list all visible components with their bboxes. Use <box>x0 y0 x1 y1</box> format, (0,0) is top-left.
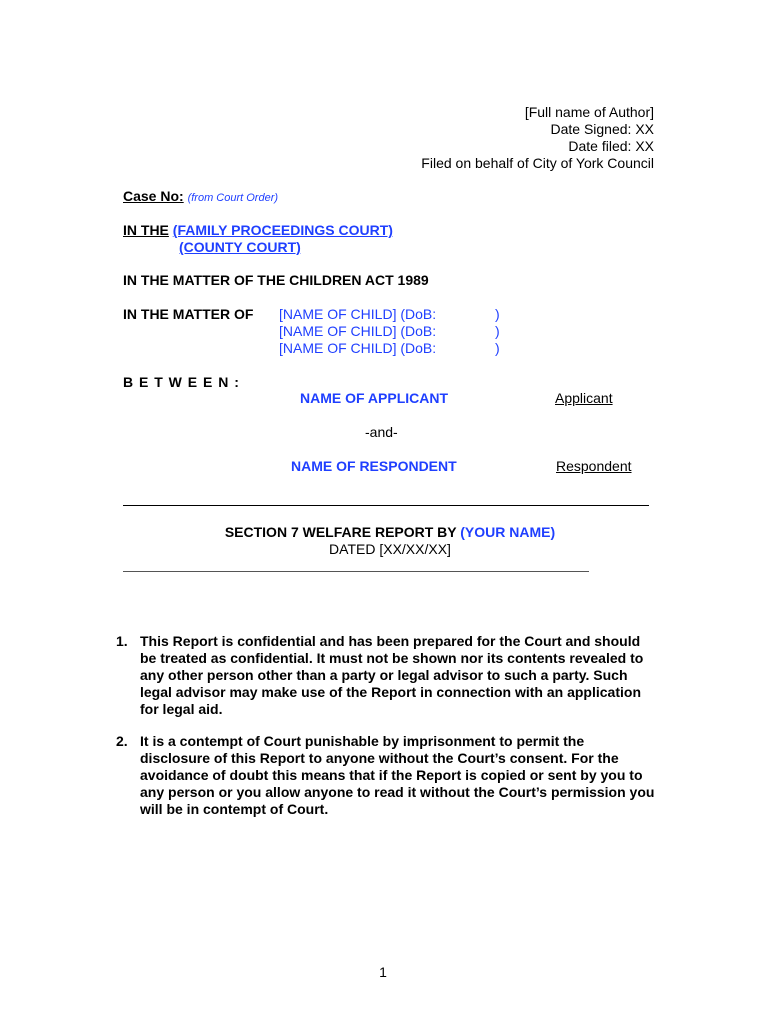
notice-list <box>116 633 656 833</box>
notice-number: 1. <box>116 633 128 649</box>
between-label: B E T W E E N : <box>123 374 240 390</box>
date-signed: Date Signed: XX <box>550 121 654 137</box>
applicant-name: NAME OF APPLICANT <box>300 390 449 406</box>
title-bottom-rule <box>123 571 589 572</box>
court-county: (COUNTY COURT) <box>179 239 301 255</box>
child-name-3: [NAME OF CHILD] (DoB: <box>279 340 437 356</box>
notice-number: 2. <box>116 733 128 749</box>
title-top-rule <box>123 505 649 506</box>
child-dob-close-1: ) <box>495 306 500 322</box>
respondent-name: NAME OF RESPONDENT <box>291 458 457 474</box>
court-line <box>123 222 393 239</box>
page-number: 1 <box>379 964 387 980</box>
filed-on-behalf: Filed on behalf of City of York Council <box>421 155 654 171</box>
matter-children-act: IN THE MATTER OF THE CHILDREN ACT 1989 <box>123 272 429 288</box>
child-name-2: [NAME OF CHILD] (DoB: <box>279 323 437 339</box>
notice-text: This Report is confidential and has been prepared for the Court and should be treated as confidential. It must not be shown nor its contents revealed to any other person other than a party or legal advisor to such a party. Such legal advisor may make use of the Report in connection with an application for legal aid. <box>140 633 644 717</box>
respondent-role: Respondent <box>556 458 632 474</box>
and-separator: -and- <box>365 424 398 440</box>
report-title <box>0 524 770 541</box>
child-dob-close-3: ) <box>495 340 500 356</box>
court-family-proceedings: (FAMILY PROCEEDINGS COURT) <box>172 222 393 238</box>
applicant-role: Applicant <box>555 390 613 406</box>
child-name-1: [NAME OF CHILD] (DoB: <box>279 306 437 322</box>
matter-of-label: IN THE MATTER OF <box>123 306 254 322</box>
case-number-line <box>123 188 278 207</box>
date-filed: Date filed: XX <box>568 138 654 154</box>
notice-item <box>116 733 656 818</box>
report-dated: DATED [XX/XX/XX] <box>329 541 451 557</box>
author-name: [Full name of Author] <box>524 104 654 120</box>
court-prefix: IN THE <box>123 222 169 238</box>
child-dob-close-2: ) <box>495 323 500 339</box>
report-title-name: (YOUR NAME) <box>460 524 556 540</box>
notice-item <box>116 633 656 718</box>
notice-text: It is a contempt of Court punishable by imprisonment to permit the disclosure of this Report to anyone without the Court’s consent. For the avoidance of doubt this means that if the Report is copied or sent by you to any person or you allow anyone to read it without the Court’s permission you will be in contempt of Court. <box>140 733 655 817</box>
case-number-note: (from Court Order) <box>187 192 279 204</box>
case-number-label: Case No: <box>123 188 184 204</box>
report-title-prefix: SECTION 7 WELFARE REPORT BY <box>224 524 457 540</box>
